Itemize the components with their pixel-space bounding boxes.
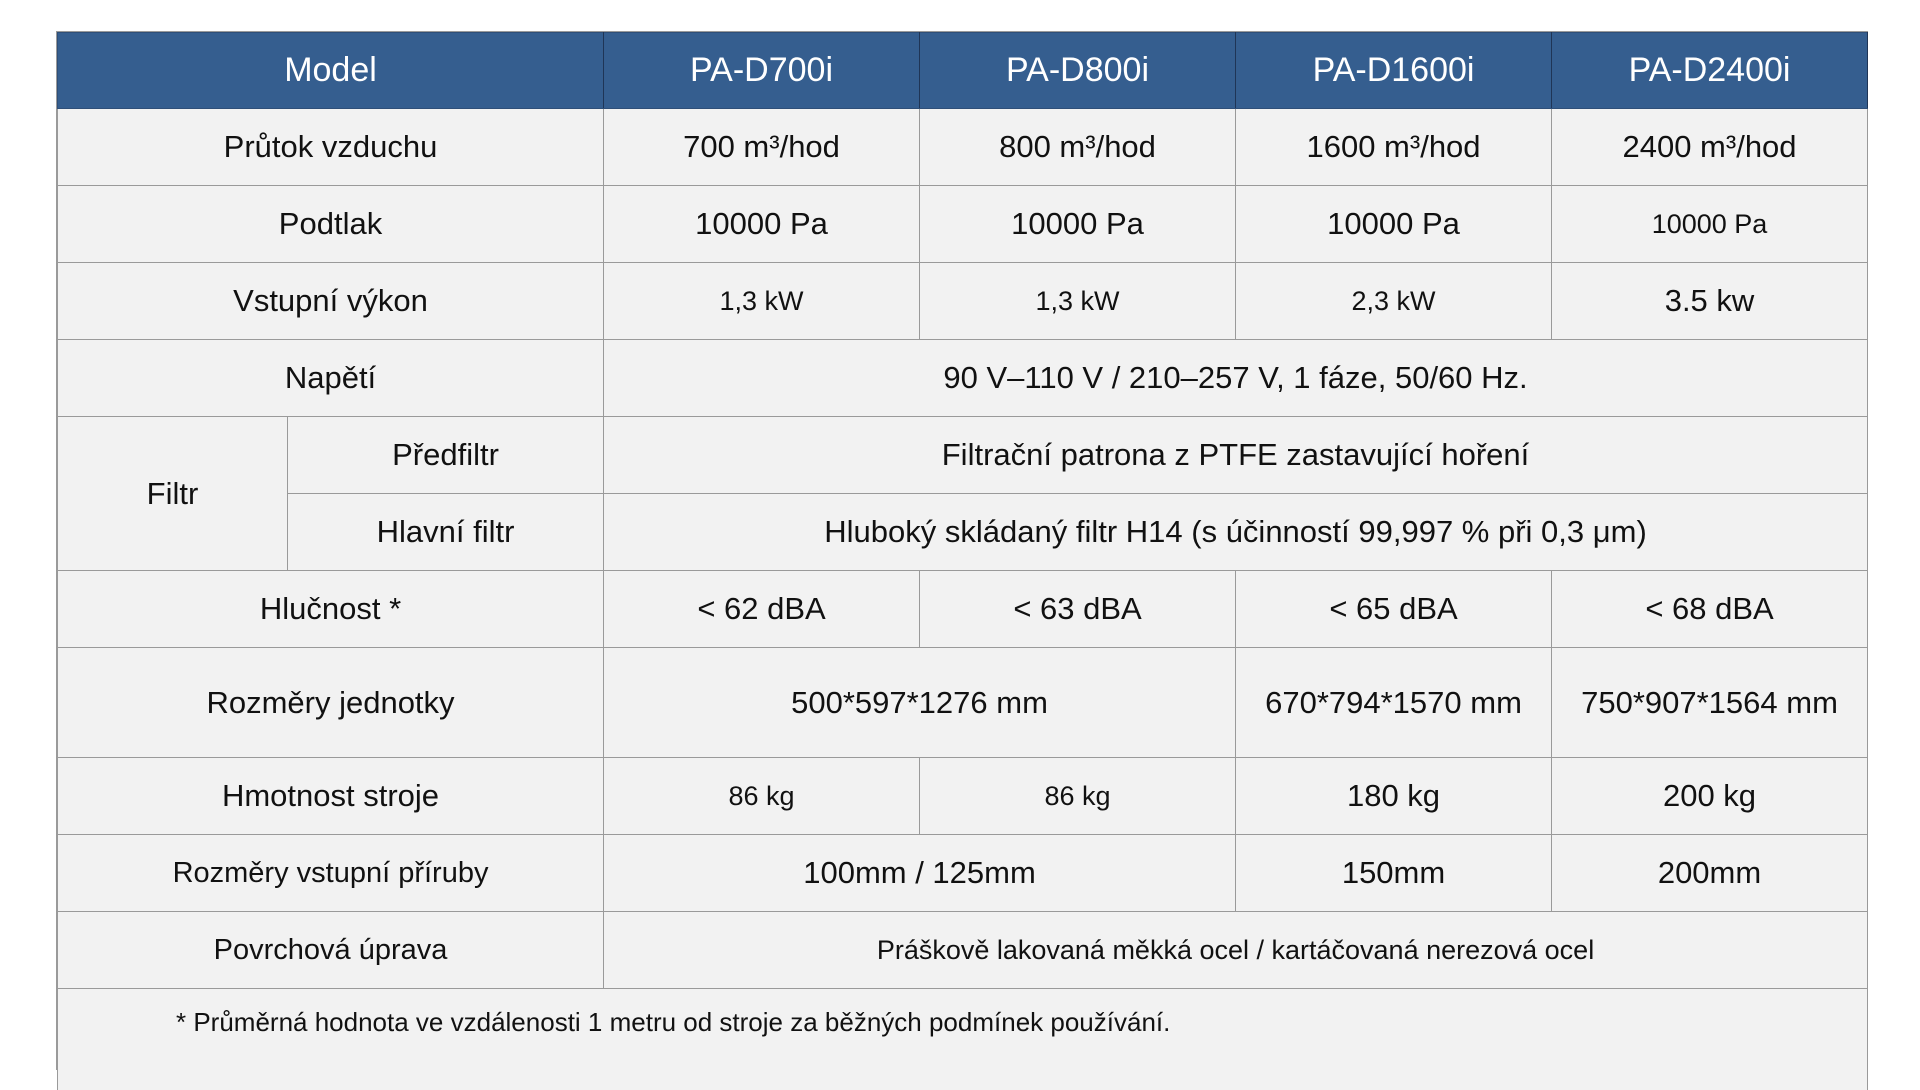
cell-prefilter: Filtrační patrona z PTFE zastavující hoření <box>604 417 1868 494</box>
row-dimensions <box>58 648 1868 758</box>
label-finish: Povrchová úprava <box>58 912 604 989</box>
label-filter: Filtr <box>58 417 288 571</box>
row-airflow <box>58 109 1868 186</box>
row-vacuum <box>58 186 1868 263</box>
label-prefilter: Předfiltr <box>288 417 604 494</box>
cell-inlet-2: 150mm <box>1236 835 1552 912</box>
cell-power-2: 1,3 kW <box>920 263 1236 340</box>
row-noise <box>58 571 1868 648</box>
cell-main-filter: Hluboký skládaný filtr H14 (s účinností 99,997 % při 0,3 μm) <box>604 494 1868 571</box>
label-main-filter: Hlavní filtr <box>288 494 604 571</box>
cell-vacuum-4: 10000 Pa <box>1552 186 1868 263</box>
row-finish <box>58 912 1868 989</box>
row-prefilter <box>58 417 1868 494</box>
cell-weight-1: 86 kg <box>604 758 920 835</box>
cell-power-3: 2,3 kW <box>1236 263 1552 340</box>
cell-vacuum-3: 10000 Pa <box>1236 186 1552 263</box>
row-inlet <box>58 835 1868 912</box>
cell-dimensions-3: 750*907*1564 mm <box>1552 648 1868 758</box>
cell-power-4: 3.5 kw <box>1552 263 1868 340</box>
cell-airflow-3: 1600 m³/hod <box>1236 109 1552 186</box>
label-weight: Hmotnost stroje <box>58 758 604 835</box>
row-footnote <box>58 989 1868 1090</box>
header-model-2: PA-D800i <box>920 33 1236 109</box>
cell-airflow-2: 800 m³/hod <box>920 109 1236 186</box>
label-power: Vstupní výkon <box>58 263 604 340</box>
cell-inlet-1: 100mm / 125mm <box>604 835 1236 912</box>
cell-power-1: 1,3 kW <box>604 263 920 340</box>
label-voltage: Napětí <box>58 340 604 417</box>
cell-noise-4: < 68 dBA <box>1552 571 1868 648</box>
cell-finish: Práškově lakovaná měkká ocel / kartáčovaná nerezová ocel <box>604 912 1868 989</box>
header-model-label: Model <box>58 33 604 109</box>
label-noise: Hlučnost * <box>58 571 604 648</box>
label-dimensions: Rozměry jednotky <box>58 648 604 758</box>
cell-airflow-1: 700 m³/hod <box>604 109 920 186</box>
label-inlet: Rozměry vstupní příruby <box>58 835 604 912</box>
cell-noise-3: < 65 dBA <box>1236 571 1552 648</box>
row-main-filter <box>58 494 1868 571</box>
spec-table <box>57 32 1868 1090</box>
header-model-4: PA-D2400i <box>1552 33 1868 109</box>
header-model-3: PA-D1600i <box>1236 33 1552 109</box>
cell-weight-3: 180 kg <box>1236 758 1552 835</box>
cell-dimensions-2: 670*794*1570 mm <box>1236 648 1552 758</box>
label-vacuum: Podtlak <box>58 186 604 263</box>
cell-noise-2: < 63 dBA <box>920 571 1236 648</box>
row-weight <box>58 758 1868 835</box>
cell-vacuum-1: 10000 Pa <box>604 186 920 263</box>
cell-noise-1: < 62 dBA <box>604 571 920 648</box>
header-row <box>58 33 1868 109</box>
cell-voltage: 90 V–110 V / 210–257 V, 1 fáze, 50/60 Hz. <box>604 340 1868 417</box>
label-airflow: Průtok vzduchu <box>58 109 604 186</box>
cell-airflow-4: 2400 m³/hod <box>1552 109 1868 186</box>
cell-weight-4: 200 kg <box>1552 758 1868 835</box>
row-voltage <box>58 340 1868 417</box>
cell-weight-2: 86 kg <box>920 758 1236 835</box>
cell-inlet-3: 200mm <box>1552 835 1868 912</box>
header-model-1: PA-D700i <box>604 33 920 109</box>
cell-dimensions-1: 500*597*1276 mm <box>604 648 1236 758</box>
row-power <box>58 263 1868 340</box>
spec-sheet <box>56 31 1868 1070</box>
cell-vacuum-2: 10000 Pa <box>920 186 1236 263</box>
footnote: * Průměrná hodnota ve vzdálenosti 1 metru od stroje za běžných podmínek používání. <box>58 989 1868 1090</box>
